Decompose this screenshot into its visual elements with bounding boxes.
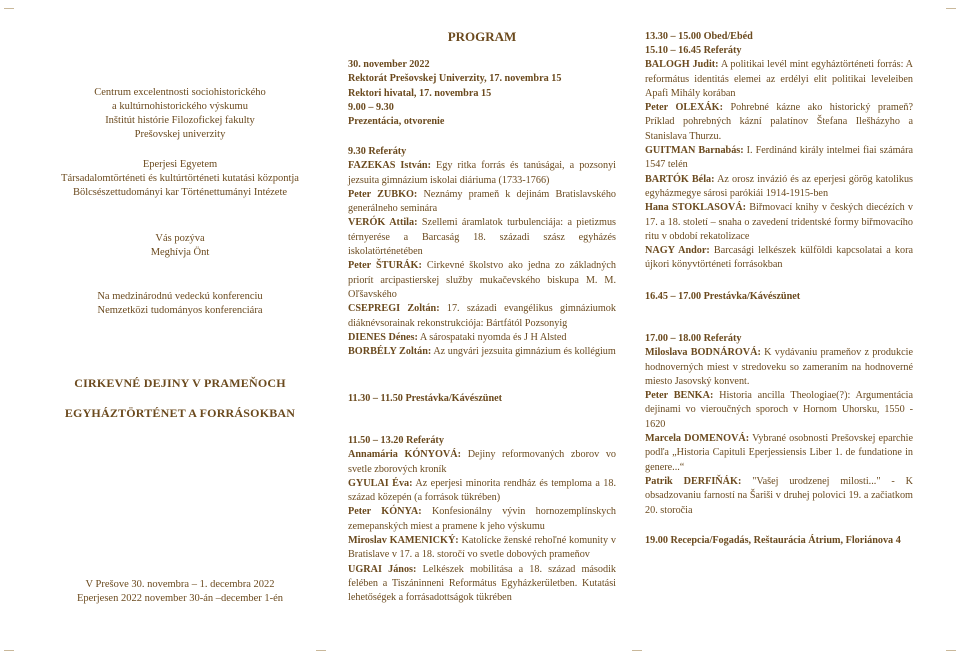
coffee-break-2: 16.45 – 17.00 Prestávka/Kávészünet (645, 291, 801, 302)
session-heading: 15.10 – 16.45 Referáty (645, 45, 742, 56)
institution-line: Bölcsészettudományi kar Történettumányi Intézete (72, 187, 288, 198)
talk-title: A sárospataki nyomda és J H Alsted (419, 331, 567, 343)
talk-title: Dejiny reformovaných zborov vo svetle zborových kroník (348, 449, 617, 475)
speaker-name: BALOGH Judit: (645, 59, 719, 71)
invite-line: Vás pozýva (155, 233, 205, 244)
speaker-name: Marcela DOMENOVÁ: (645, 433, 750, 445)
talk-entry (645, 432, 913, 475)
conference-type (30, 290, 330, 318)
lunch-break: 13.30 – 15.00 Obed/Ebéd (645, 31, 753, 42)
talk-title: "Vašej urodzenej milosti..." - K obsadzovaniu farností na Šariši v druhej polovici 19. a začiatkom 20. storočia (645, 475, 913, 516)
session-3 (645, 44, 913, 273)
date-line: Eperjesen 2022 november 30-án –december 1-én (76, 593, 284, 604)
institution-line: Centrum excelentnosti sociohistorického (94, 87, 266, 98)
conference-line: Na medzinárodnú vedeckú konferenciu (97, 291, 263, 302)
talk-entry (348, 302, 616, 331)
talk-entry (348, 345, 616, 359)
talk-title: Lelkészek mobilitása a 18. század második felében a Tiszáninneni Református Egyházkerületben. Kutatási lehetőségek a forrásadottságok tükrében (348, 563, 616, 604)
talk-title: Katolícke ženské rehoľné komunity v Bratislave v 17. a 18. storočí vo svetle dobových prameňov (348, 535, 616, 561)
talk-title: Az orosz invázió és az eperjesi görög katolikus egyházmegye sárosi parókiái 1914-1915-ben (645, 173, 914, 199)
talk-title: Vybrané osobnosti Prešovskej eparchie podľa „Historia Capituli Eperjessiensis Liber 1. de fundatione in genere...“ (645, 433, 913, 473)
speaker-name: DIENES Dénes: (348, 331, 418, 343)
institution-line: Inštitút histórie Filozofickej fakulty (105, 115, 255, 126)
talk-entry (348, 563, 616, 606)
session-heading: 9.30 Referáty (348, 146, 407, 157)
speaker-name: BARTÓK Béla: (645, 173, 715, 185)
talk-entry (645, 244, 913, 273)
crop-mark (946, 650, 956, 651)
speaker-name: Peter OLEXÁK: (645, 102, 723, 114)
talk-entry (645, 346, 913, 389)
institution-line: Eperjesi Egyetem (142, 159, 218, 170)
invite-line: Meghívja Önt (150, 247, 210, 258)
institutions-hu (30, 158, 330, 200)
speaker-name: GYULAI Éva: (348, 477, 413, 489)
speaker-name: Hana STOKLASOVÁ: (645, 202, 746, 214)
speaker-name: Peter BENKA: (645, 390, 714, 402)
conference-line: Nemzetközi tudományos konferenciára (97, 305, 263, 316)
talk-entry (348, 534, 616, 563)
speaker-name: Miroslav KAMENICKÝ: (348, 535, 459, 547)
talk-entry (645, 173, 913, 202)
talk-entry (348, 188, 616, 217)
speaker-name: Peter ŠTURÁK: (348, 260, 422, 272)
speaker-name: BORBÉLY Zoltán: (348, 346, 432, 358)
coffee-break-1: 11.30 – 11.50 Prestávka/Kávészünet (348, 393, 503, 404)
speaker-name: Miloslava BODNÁROVÁ: (645, 347, 761, 359)
talk-title: Szellemi áramlatok turbulenciája: a pietizmus térnyerése a Barcaság 18. századi szász egyházés iskolatörténetében (348, 217, 616, 258)
institution-line: Prešovskej univerzity (134, 129, 226, 140)
intro-line: 30. november 2022 (348, 59, 430, 70)
conference-title-sk: CIRKEVNÉ DEJINY V PRAMEŇOCH (74, 376, 286, 390)
institution-line: Társadalomtörténeti és kultúrtörténeti kutatási központja (61, 173, 299, 184)
intro-line: Prezentácia, otvorenie (348, 116, 445, 128)
speaker-name: Patrik DERFIŇÁK: (645, 475, 742, 487)
talk-entry (348, 505, 616, 534)
speaker-name: Peter ZUBKO: (348, 188, 418, 200)
crop-mark (4, 650, 14, 651)
talk-entry (348, 477, 616, 506)
talk-title: 17. századi evangélikus gimnáziumok diáknévsorainak rekonstrukciója: Bártfától Pozsonyig (348, 303, 616, 329)
crop-mark (632, 650, 642, 651)
crop-mark (316, 650, 326, 651)
crop-mark (4, 8, 14, 9)
speaker-name: CSEPREGI Zoltán: (348, 303, 440, 315)
talk-title: K vydávaniu prameňov z produkcie hodnoverných miest v stredoveku so zameraním na hodnoverné miesto Jasovský konvent. (645, 347, 913, 387)
crop-mark (946, 8, 956, 9)
institutions-sk (30, 86, 330, 142)
talk-entry (645, 144, 913, 173)
speaker-name: Annamária KÓNYOVÁ: (348, 449, 462, 461)
talk-entry (645, 201, 913, 244)
talk-entry (645, 101, 913, 144)
intro-line: Rektori hivatal, 17. novembra 15 (348, 87, 492, 99)
intro-line: 9.00 – 9.30 (348, 101, 394, 113)
talk-title: Historia ancilla Theologiae(?): Argumentácia dejinami vo vieroučných sporoch v Hornom Uhorsku, 1550 - 1620 (645, 390, 913, 430)
talk-title: Az eperjesi minorita rendház és templomа a 18. század közepén (a források tükrében) (348, 477, 617, 504)
intro-line: Rektorát Prešovskej Univerzity, 17. novembra 15 (348, 73, 562, 85)
talk-title: Neznámy prameň k dejinám Bratislavského generálneho seminára (348, 188, 617, 215)
talk-title: Barcasági lelkészek külföldi kapcsolatai a kora újkori könyvtörténeti forrásokban (645, 245, 913, 271)
talk-entry (645, 389, 913, 432)
talk-title: Egy ritka forrás és tanúságai, a pozsonyi jezsuita gimnázium iskolai diáriuma (1733-1766) (348, 160, 617, 186)
talk-title: Konfesionálny vývin hornozemplínskych zemepanských miest a pramene k jeho výskumu (348, 506, 617, 532)
talk-title: I. Ferdinánd király intelmei fiai számára 1547 telén (645, 145, 913, 171)
institution-line: a kultúrnohistorického výskumu (112, 101, 248, 112)
talk-title: A politikai levél mint egyháztörténeti forrás: A református identitás elemei az erdélyi elit politikai leveleiben Apafi Mihály korában (645, 59, 914, 99)
speaker-name: FAZEKAS István: (348, 160, 431, 172)
reception: 19.00 Recepcia/Fogadás, Reštaurácia Átrium, Floriánova 4 (645, 535, 901, 546)
speaker-name: GUITMAN Barnabás: (645, 145, 744, 157)
talk-entry (645, 58, 913, 101)
speaker-name: VERÓK Attila: (348, 217, 418, 229)
date-line: V Prešove 30. novembra – 1. decembra 2022 (85, 579, 275, 590)
talk-title: Biřmovací knihy v českých diecézích v 17. a 18. století – snaha o zavedení tridentské formy biřmovacího ritu v období rekatolizace (645, 202, 913, 242)
conference-dates (30, 578, 330, 606)
session-heading: 11.50 – 13.20 Referáty (348, 435, 444, 446)
talk-entry (348, 331, 616, 345)
session-heading: 17.00 – 18.00 Referáty (645, 333, 742, 344)
talk-entry (645, 475, 913, 518)
talk-entry (348, 448, 616, 477)
session-2 (348, 434, 616, 606)
program-heading: PROGRAM (447, 29, 517, 44)
talk-title: Az ungvári jezsuita gimnázium és kollégium (433, 346, 616, 358)
speaker-name: Peter KÓNYA: (348, 506, 422, 518)
program-intro (348, 58, 616, 129)
conference-title-hu: EGYHÁZTÖRTÉNET A FORRÁSOKBAN (64, 406, 296, 420)
speaker-name: NAGY Andor: (645, 245, 710, 257)
speaker-name: UGRAI János: (348, 563, 417, 575)
session-1 (348, 145, 616, 359)
talk-title: Cirkevné školstvo ako jedna zo základných priorít arcipastierskej služby mukačevského biskupa M. M. Oľšavského (348, 260, 616, 300)
talk-entry (348, 216, 616, 259)
invitation (30, 232, 330, 260)
talk-title: Pohrebné kázne ako historický prameň? Príklad pohrebných kázní palatínov Štefana Ilešházyho a Stanislava Thurzu. (645, 102, 913, 142)
talk-entry (348, 259, 616, 302)
session-4 (645, 332, 913, 518)
talk-entry (348, 159, 616, 188)
